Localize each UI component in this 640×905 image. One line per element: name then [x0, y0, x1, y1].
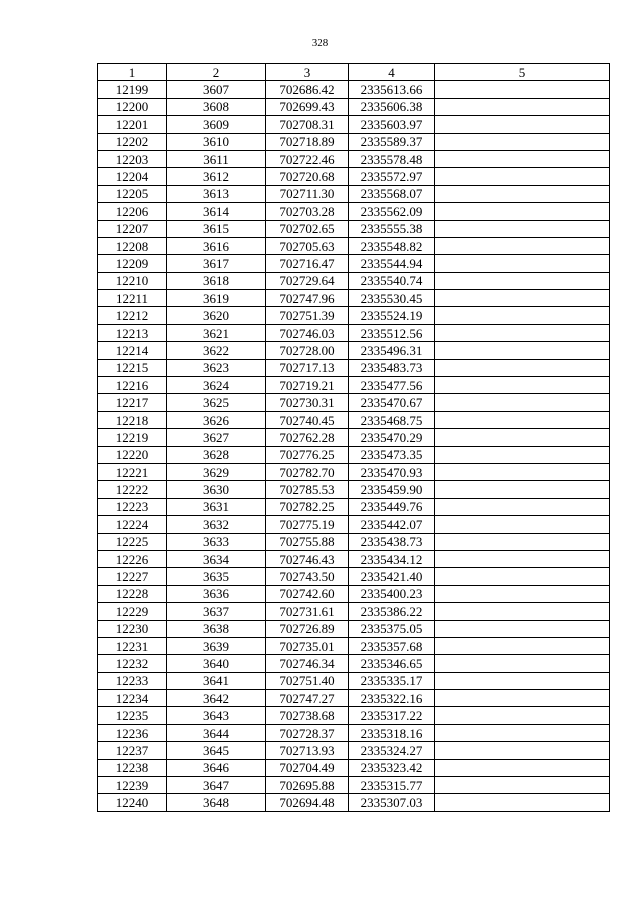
table-cell-col-1: 12206	[98, 203, 167, 220]
table-cell-col-1: 12223	[98, 498, 167, 515]
table-cell-col-5	[435, 394, 610, 411]
table-cell-col-3: 702730.31	[266, 394, 349, 411]
table-cell-col-3: 702699.43	[266, 98, 349, 115]
table-cell-col-5	[435, 690, 610, 707]
table-cell-col-5	[435, 411, 610, 428]
table-cell-col-5	[435, 724, 610, 741]
table-row	[98, 168, 610, 185]
table-cell-col-2: 3632	[167, 516, 266, 533]
page-number: 328	[311, 37, 329, 49]
table-cell-col-5	[435, 220, 610, 237]
table-cell-col-3: 702711.30	[266, 185, 349, 202]
table-row	[98, 377, 610, 394]
table-cell-col-5	[435, 620, 610, 637]
table-row	[98, 568, 610, 585]
table-cell-col-3: 702718.89	[266, 133, 349, 150]
table-cell-col-5	[435, 498, 610, 515]
table-cell-col-5	[435, 133, 610, 150]
table-cell-col-3: 702751.39	[266, 307, 349, 324]
table-row	[98, 116, 610, 133]
table-cell-col-4: 2335572.97	[349, 168, 435, 185]
table-cell-col-3: 702717.13	[266, 359, 349, 376]
table-cell-col-1: 12222	[98, 481, 167, 498]
table-row	[98, 533, 610, 550]
table-cell-col-5	[435, 377, 610, 394]
table-row	[98, 690, 610, 707]
table-cell-col-3: 702755.88	[266, 533, 349, 550]
table-cell-col-5	[435, 237, 610, 254]
table-cell-col-3: 702728.00	[266, 342, 349, 359]
table-row	[98, 794, 610, 811]
table-cell-col-4: 2335386.22	[349, 603, 435, 620]
table-cell-col-1: 12224	[98, 516, 167, 533]
table-cell-col-4: 2335438.73	[349, 533, 435, 550]
table-cell-col-5	[435, 603, 610, 620]
table-cell-col-1: 12228	[98, 585, 167, 602]
table-cell-col-3: 702694.48	[266, 794, 349, 811]
table-cell-col-1: 12238	[98, 759, 167, 776]
table-cell-col-5	[435, 550, 610, 567]
table-cell-col-3: 702775.19	[266, 516, 349, 533]
table-cell-col-2: 3627	[167, 429, 266, 446]
table-cell-col-1: 12227	[98, 568, 167, 585]
table-cell-col-4: 2335562.09	[349, 203, 435, 220]
table-cell-col-3: 702746.43	[266, 550, 349, 567]
table-cell-col-2: 3621	[167, 324, 266, 341]
table-cell-col-5	[435, 446, 610, 463]
table-cell-col-2: 3616	[167, 237, 266, 254]
table-row	[98, 707, 610, 724]
table-cell-col-3: 702695.88	[266, 777, 349, 794]
table-cell-col-2: 3614	[167, 203, 266, 220]
table-cell-col-3: 702728.37	[266, 724, 349, 741]
table-cell-col-1: 12203	[98, 150, 167, 167]
table-cell-col-3: 702751.40	[266, 672, 349, 689]
table-cell-col-4: 2335317.22	[349, 707, 435, 724]
table-cell-col-5	[435, 794, 610, 811]
table-row	[98, 394, 610, 411]
table-cell-col-5	[435, 116, 610, 133]
table-cell-col-2: 3643	[167, 707, 266, 724]
table-row	[98, 324, 610, 341]
table-cell-col-3: 702713.93	[266, 742, 349, 759]
table-cell-col-2: 3641	[167, 672, 266, 689]
table-cell-col-5	[435, 342, 610, 359]
table-cell-col-2: 3620	[167, 307, 266, 324]
table-cell-col-4: 2335470.29	[349, 429, 435, 446]
table-cell-col-1: 12207	[98, 220, 167, 237]
table-cell-col-2: 3617	[167, 255, 266, 272]
table-cell-col-4: 2335544.94	[349, 255, 435, 272]
table-row	[98, 724, 610, 741]
table-row	[98, 290, 610, 307]
table-cell-col-3: 702785.53	[266, 481, 349, 498]
table-cell-col-5	[435, 707, 610, 724]
table-cell-col-1: 12229	[98, 603, 167, 620]
table-cell-col-3: 702726.89	[266, 620, 349, 637]
table-row	[98, 203, 610, 220]
table-cell-col-3: 702746.03	[266, 324, 349, 341]
table-cell-col-1: 12216	[98, 377, 167, 394]
table-row	[98, 81, 610, 98]
coordinates-table	[97, 63, 610, 812]
table-cell-col-3: 702729.64	[266, 272, 349, 289]
table-cell-col-3: 702722.46	[266, 150, 349, 167]
table-cell-col-2: 3631	[167, 498, 266, 515]
table-cell-col-5	[435, 168, 610, 185]
table-cell-col-1: 12217	[98, 394, 167, 411]
table-cell-col-3: 702747.96	[266, 290, 349, 307]
table-cell-col-1: 12212	[98, 307, 167, 324]
table-cell-col-2: 3626	[167, 411, 266, 428]
table-cell-col-3: 702743.50	[266, 568, 349, 585]
table-cell-col-2: 3607	[167, 81, 266, 98]
table-cell-col-4: 2335555.38	[349, 220, 435, 237]
table-cell-col-2: 3625	[167, 394, 266, 411]
table-cell-col-2: 3611	[167, 150, 266, 167]
table-cell-col-4: 2335483.73	[349, 359, 435, 376]
table-row	[98, 550, 610, 567]
table-cell-col-4: 2335421.40	[349, 568, 435, 585]
table-cell-col-2: 3618	[167, 272, 266, 289]
table-cell-col-1: 12237	[98, 742, 167, 759]
table-cell-col-4: 2335315.77	[349, 777, 435, 794]
table-cell-col-3: 702735.01	[266, 637, 349, 654]
table-row	[98, 516, 610, 533]
table-cell-col-2: 3615	[167, 220, 266, 237]
table-cell-col-5	[435, 324, 610, 341]
table-cell-col-1: 12236	[98, 724, 167, 741]
table-cell-col-1: 12221	[98, 463, 167, 480]
table-cell-col-5	[435, 516, 610, 533]
table-cell-col-3: 702742.60	[266, 585, 349, 602]
table-row	[98, 185, 610, 202]
table-cell-col-1: 12235	[98, 707, 167, 724]
table-cell-col-1: 12202	[98, 133, 167, 150]
table-cell-col-3: 702720.68	[266, 168, 349, 185]
table-cell-col-5	[435, 203, 610, 220]
table-cell-col-5	[435, 568, 610, 585]
table-cell-col-1: 12201	[98, 116, 167, 133]
table-cell-col-5	[435, 742, 610, 759]
table-cell-col-1: 12208	[98, 237, 167, 254]
table-cell-col-3: 702776.25	[266, 446, 349, 463]
table-row	[98, 359, 610, 376]
table-cell-col-5	[435, 150, 610, 167]
table-cell-col-2: 3613	[167, 185, 266, 202]
table-row	[98, 655, 610, 672]
table-cell-col-3: 702740.45	[266, 411, 349, 428]
table-cell-col-5	[435, 637, 610, 654]
table-cell-col-3: 702705.63	[266, 237, 349, 254]
table-cell-col-4: 2335470.67	[349, 394, 435, 411]
table-cell-col-2: 3638	[167, 620, 266, 637]
table-cell-col-1: 12210	[98, 272, 167, 289]
table-row	[98, 237, 610, 254]
table-cell-col-2: 3635	[167, 568, 266, 585]
table-cell-col-2: 3624	[167, 377, 266, 394]
table-cell-col-1: 12211	[98, 290, 167, 307]
table-row	[98, 446, 610, 463]
table-cell-col-4: 2335468.75	[349, 411, 435, 428]
table-cell-col-4: 2335434.12	[349, 550, 435, 567]
table-cell-col-5	[435, 463, 610, 480]
table-cell-col-4: 2335400.23	[349, 585, 435, 602]
table-cell-col-2: 3628	[167, 446, 266, 463]
table-row	[98, 272, 610, 289]
table-row	[98, 342, 610, 359]
table-cell-col-1: 12230	[98, 620, 167, 637]
table-cell-col-2: 3647	[167, 777, 266, 794]
table-cell-col-5	[435, 359, 610, 376]
table-cell-col-5	[435, 585, 610, 602]
table-cell-col-2: 3634	[167, 550, 266, 567]
table-row	[98, 98, 610, 115]
table-cell-col-2: 3646	[167, 759, 266, 776]
table-cell-col-1: 12231	[98, 637, 167, 654]
table-cell-col-3: 702731.61	[266, 603, 349, 620]
table-cell-col-2: 3642	[167, 690, 266, 707]
table-cell-col-4: 2335323.42	[349, 759, 435, 776]
table-cell-col-5	[435, 533, 610, 550]
table-cell-col-2: 3630	[167, 481, 266, 498]
table-cell-col-4: 2335613.66	[349, 81, 435, 98]
table-cell-col-2: 3640	[167, 655, 266, 672]
column-header-4: 4	[349, 64, 435, 81]
table-cell-col-4: 2335322.16	[349, 690, 435, 707]
table-cell-col-4: 2335357.68	[349, 637, 435, 654]
table-cell-col-4: 2335470.93	[349, 463, 435, 480]
table-cell-col-2: 3623	[167, 359, 266, 376]
table-cell-col-1: 12214	[98, 342, 167, 359]
table-row	[98, 742, 610, 759]
table-cell-col-2: 3648	[167, 794, 266, 811]
table-row	[98, 481, 610, 498]
table-cell-col-1: 12204	[98, 168, 167, 185]
table-cell-col-5	[435, 429, 610, 446]
table-cell-col-3: 702762.28	[266, 429, 349, 446]
table-cell-col-3: 702704.49	[266, 759, 349, 776]
table-cell-col-2: 3619	[167, 290, 266, 307]
table-cell-col-4: 2335496.31	[349, 342, 435, 359]
table-cell-col-2: 3629	[167, 463, 266, 480]
table-cell-col-3: 702746.34	[266, 655, 349, 672]
table-row	[98, 411, 610, 428]
table-row	[98, 603, 610, 620]
table-cell-col-1: 12205	[98, 185, 167, 202]
table-row	[98, 637, 610, 654]
table-cell-col-5	[435, 655, 610, 672]
table-cell-col-4: 2335589.37	[349, 133, 435, 150]
table-cell-col-1: 12199	[98, 81, 167, 98]
table-cell-col-5	[435, 481, 610, 498]
table-cell-col-1: 12220	[98, 446, 167, 463]
column-header-2: 2	[167, 64, 266, 81]
column-header-3: 3	[266, 64, 349, 81]
table-cell-col-3: 702686.42	[266, 81, 349, 98]
table-row	[98, 585, 610, 602]
table-row	[98, 220, 610, 237]
table-cell-col-5	[435, 759, 610, 776]
table-cell-col-3: 702782.25	[266, 498, 349, 515]
table-cell-col-2: 3610	[167, 133, 266, 150]
table-cell-col-1: 12239	[98, 777, 167, 794]
table-cell-col-1: 12200	[98, 98, 167, 115]
table-cell-col-2: 3622	[167, 342, 266, 359]
table-cell-col-2: 3639	[167, 637, 266, 654]
table-cell-col-2: 3636	[167, 585, 266, 602]
table-row	[98, 429, 610, 446]
table-row	[98, 133, 610, 150]
table-cell-col-3: 702703.28	[266, 203, 349, 220]
table-cell-col-4: 2335524.19	[349, 307, 435, 324]
table-cell-col-4: 2335449.76	[349, 498, 435, 515]
table-cell-col-4: 2335606.38	[349, 98, 435, 115]
table-cell-col-5	[435, 255, 610, 272]
table-cell-col-4: 2335477.56	[349, 377, 435, 394]
table-cell-col-2: 3633	[167, 533, 266, 550]
table-cell-col-5	[435, 672, 610, 689]
table-cell-col-1: 12225	[98, 533, 167, 550]
table-cell-col-4: 2335375.05	[349, 620, 435, 637]
table-cell-col-4: 2335473.35	[349, 446, 435, 463]
table-cell-col-5	[435, 98, 610, 115]
table-cell-col-5	[435, 307, 610, 324]
table-cell-col-4: 2335459.90	[349, 481, 435, 498]
table-cell-col-4: 2335578.48	[349, 150, 435, 167]
table-cell-col-2: 3608	[167, 98, 266, 115]
table-cell-col-1: 12219	[98, 429, 167, 446]
table-cell-col-1: 12233	[98, 672, 167, 689]
table-cell-col-2: 3609	[167, 116, 266, 133]
table-cell-col-1: 12209	[98, 255, 167, 272]
column-header-1: 1	[98, 64, 167, 81]
table-cell-col-3: 702719.21	[266, 377, 349, 394]
table-cell-col-4: 2335346.65	[349, 655, 435, 672]
table-row	[98, 759, 610, 776]
table-cell-col-5	[435, 272, 610, 289]
table-row	[98, 498, 610, 515]
table-cell-col-4: 2335307.03	[349, 794, 435, 811]
table-cell-col-4: 2335548.82	[349, 237, 435, 254]
table-cell-col-1: 12226	[98, 550, 167, 567]
table-cell-col-3: 702738.68	[266, 707, 349, 724]
table-cell-col-4: 2335530.45	[349, 290, 435, 307]
table-cell-col-1: 12232	[98, 655, 167, 672]
table-row	[98, 777, 610, 794]
table-row	[98, 150, 610, 167]
table-cell-col-2: 3612	[167, 168, 266, 185]
table-cell-col-4: 2335568.07	[349, 185, 435, 202]
table-row	[98, 620, 610, 637]
table-cell-col-5	[435, 777, 610, 794]
table-cell-col-3: 702716.47	[266, 255, 349, 272]
table-cell-col-4: 2335324.27	[349, 742, 435, 759]
table-cell-col-3: 702782.70	[266, 463, 349, 480]
table-cell-col-1: 12240	[98, 794, 167, 811]
table-cell-col-3: 702747.27	[266, 690, 349, 707]
table-row	[98, 307, 610, 324]
table-cell-col-1: 12213	[98, 324, 167, 341]
table-cell-col-2: 3645	[167, 742, 266, 759]
table-cell-col-4: 2335603.97	[349, 116, 435, 133]
table-cell-col-3: 702702.65	[266, 220, 349, 237]
table-cell-col-1: 12215	[98, 359, 167, 376]
table-cell-col-2: 3637	[167, 603, 266, 620]
table-row	[98, 463, 610, 480]
table-cell-col-4: 2335318.16	[349, 724, 435, 741]
table-cell-col-1: 12234	[98, 690, 167, 707]
table-cell-col-5	[435, 81, 610, 98]
table-row	[98, 255, 610, 272]
table-cell-col-3: 702708.31	[266, 116, 349, 133]
table-cell-col-5	[435, 290, 610, 307]
table-cell-col-4: 2335540.74	[349, 272, 435, 289]
table-header-row	[98, 64, 610, 81]
table-cell-col-2: 3644	[167, 724, 266, 741]
table-cell-col-4: 2335335.17	[349, 672, 435, 689]
table-body	[98, 81, 610, 811]
table-cell-col-1: 12218	[98, 411, 167, 428]
table-cell-col-4: 2335512.56	[349, 324, 435, 341]
column-header-5: 5	[435, 64, 610, 81]
table-row	[98, 672, 610, 689]
table-cell-col-4: 2335442.07	[349, 516, 435, 533]
table-cell-col-5	[435, 185, 610, 202]
